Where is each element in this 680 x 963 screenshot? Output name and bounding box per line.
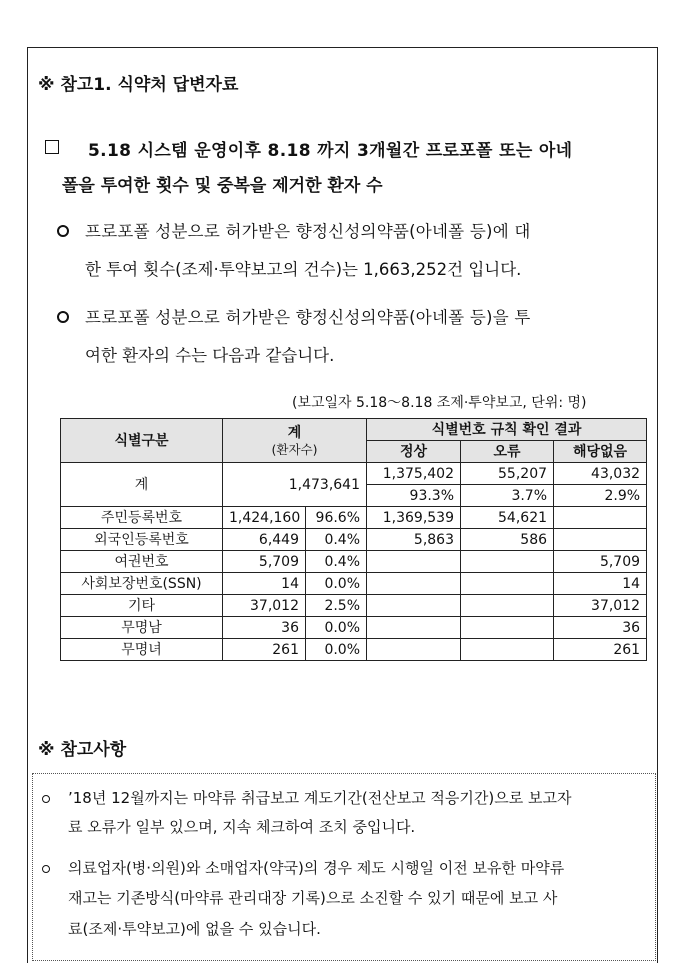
row-normal <box>367 551 461 573</box>
bullet-circle-icon <box>57 225 69 237</box>
row-na: 37,012 <box>554 595 647 617</box>
row-na: 36 <box>554 617 647 639</box>
bullet-circle-icon <box>42 795 50 803</box>
row-count: 1,424,160 <box>223 507 306 529</box>
unit-note: (보고일자 5.18〜8.18 조제·투약보고, 단위: 명) <box>292 395 587 411</box>
bullet-circle-icon <box>42 865 50 873</box>
row-error <box>461 595 554 617</box>
table-row <box>61 507 647 529</box>
note-1-line1: ’18년 12월까지는 마약류 취급보고 계도기간(전산보고 적응기간)으로 보고자 <box>68 789 572 807</box>
row-pct: 0.4% <box>306 551 367 573</box>
row-error <box>461 573 554 595</box>
section-heading-line1: 5.18 시스템 운영이후 8.18 까지 3개월간 프로포폴 또는 아네 <box>88 141 573 161</box>
row-label: 여권번호 <box>61 551 223 573</box>
table-row <box>61 595 647 617</box>
row-label: 외국인등록번호 <box>61 529 223 551</box>
total-value: 1,473,641 <box>223 463 367 507</box>
bullet-1-line2: 한 투여 횟수(조제·투약보고의 건수)는 1,663,252건 입니다. <box>85 260 522 279</box>
table-row <box>61 573 647 595</box>
row-pct: 0.0% <box>306 617 367 639</box>
notes-title: ※ 참고사항 <box>38 740 127 760</box>
row-label: 무명녀 <box>61 639 223 661</box>
row-pct: 0.4% <box>306 529 367 551</box>
total-na: 43,032 <box>554 463 647 485</box>
row-error <box>461 551 554 573</box>
total-error: 55,207 <box>461 463 554 485</box>
header-na: 해당없음 <box>554 441 647 463</box>
row-label: 주민등록번호 <box>61 507 223 529</box>
row-na: 14 <box>554 573 647 595</box>
table-row <box>61 551 647 573</box>
header-error: 오류 <box>461 441 554 463</box>
reference-title: ※ 참고1. 식약처 답변자료 <box>38 75 239 95</box>
row-normal <box>367 573 461 595</box>
header-total <box>223 419 367 463</box>
patient-count-table <box>60 418 647 661</box>
row-na <box>554 529 647 551</box>
section-heading-line2: 폴을 투여한 횟수 및 중복을 제거한 환자 수 <box>62 176 383 196</box>
bullet-circle-icon <box>57 311 69 323</box>
row-count: 261 <box>223 639 306 661</box>
table-row <box>61 639 647 661</box>
header-total-label: 계 <box>287 424 302 441</box>
row-error <box>461 617 554 639</box>
note-2-line3: 료(조제·투약보고)에 없을 수 있습니다. <box>68 920 321 938</box>
row-count: 5,709 <box>223 551 306 573</box>
row-na <box>554 507 647 529</box>
row-pct: 96.6% <box>306 507 367 529</box>
total-label: 계 <box>61 463 223 507</box>
total-normal: 1,375,402 <box>367 463 461 485</box>
table-row <box>61 529 647 551</box>
bullet-1-line1: 프로포폴 성분으로 허가받은 향정신성의약품(아네폴 등)에 대 <box>85 222 531 241</box>
header-category: 식별구분 <box>61 419 223 463</box>
row-normal <box>367 595 461 617</box>
table-total-row <box>61 463 647 485</box>
bullet-2-line2: 여한 환자의 수는 다음과 같습니다. <box>85 346 335 365</box>
total-error-pct: 3.7% <box>461 485 554 507</box>
row-count: 37,012 <box>223 595 306 617</box>
row-normal <box>367 617 461 639</box>
row-na: 261 <box>554 639 647 661</box>
row-normal: 5,863 <box>367 529 461 551</box>
row-count: 14 <box>223 573 306 595</box>
row-error <box>461 639 554 661</box>
row-na: 5,709 <box>554 551 647 573</box>
row-count: 36 <box>223 617 306 639</box>
total-na-pct: 2.9% <box>554 485 647 507</box>
row-label: 무명남 <box>61 617 223 639</box>
section-checkbox-icon <box>45 140 59 154</box>
table-row <box>61 617 647 639</box>
header-normal: 정상 <box>367 441 461 463</box>
bullet-2-line1: 프로포폴 성분으로 허가받은 향정신성의약품(아네폴 등)을 투 <box>85 308 531 327</box>
row-error: 54,621 <box>461 507 554 529</box>
total-normal-pct: 93.3% <box>367 485 461 507</box>
row-pct: 0.0% <box>306 573 367 595</box>
row-error: 586 <box>461 529 554 551</box>
row-label: 기타 <box>61 595 223 617</box>
row-label: 사회보장번호(SSN) <box>61 573 223 595</box>
row-count: 6,449 <box>223 529 306 551</box>
table-header-row <box>61 419 647 441</box>
note-2-line1: 의료업자(병·의원)와 소매업자(약국)의 경우 제도 시행일 이전 보유한 마약류 <box>68 859 565 877</box>
header-check: 식별번호 규칙 확인 결과 <box>367 419 647 441</box>
header-total-sub: (환자수) <box>271 441 318 457</box>
note-2-line2: 재고는 기존방식(마약류 관리대장 기록)으로 소진할 수 있기 때문에 보고 사 <box>68 889 558 907</box>
row-pct: 2.5% <box>306 595 367 617</box>
row-normal <box>367 639 461 661</box>
note-1-line2: 료 오류가 일부 있으며, 지속 체크하여 조치 중입니다. <box>68 818 416 836</box>
row-normal: 1,369,539 <box>367 507 461 529</box>
row-pct: 0.0% <box>306 639 367 661</box>
